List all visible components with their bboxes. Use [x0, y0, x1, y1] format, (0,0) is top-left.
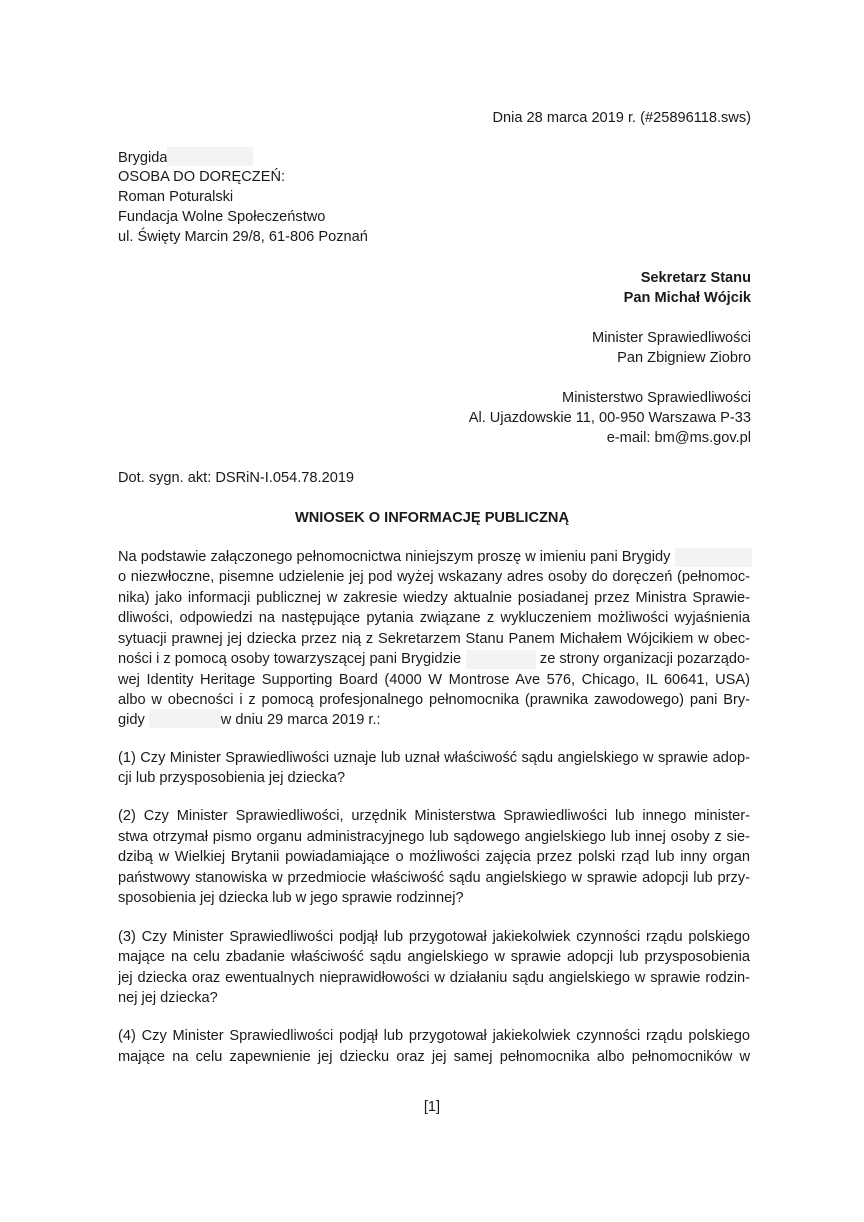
recipient-secretary-name: Pan Michał Wójcik	[623, 290, 751, 306]
question-line: (2) Czy Minister Sprawiedliwości, urzędnik Ministerstwa Sprawiedliwości lub innego minister-	[118, 808, 750, 824]
document-date: Dnia 28 marca 2019 r. (#25896118.sws)	[492, 110, 751, 126]
intro-line: wej Identity Heritage Supporting Board (4000 W Montrose Ave 576, Chicago, IL 60641, USA)	[118, 672, 750, 688]
ministry-address: Al. Ujazdowskie 11, 00-950 Warszawa P-33	[468, 410, 751, 426]
recipient-minister-name: Pan Zbigniew Ziobro	[617, 350, 751, 366]
question-line: (3) Czy Minister Sprawiedliwości podjął lub przygotował jakiekolwiek czynności rządu polskiego	[118, 929, 750, 945]
recipient-minister-title: Minister Sprawiedliwości	[592, 330, 751, 346]
intro-line: gidy w dniu 29 marca 2019 r.:	[118, 709, 381, 730]
redacted-surname	[167, 147, 253, 166]
ministry-name: Ministerstwo Sprawiedliwości	[562, 390, 751, 406]
question-line: (4) Czy Minister Sprawiedliwości podjął lub przygotował jakiekolwiek czynności rządu polskiego	[118, 1028, 750, 1044]
sender-address: ul. Święty Marcin 29/8, 61-806 Poznań	[118, 229, 368, 245]
question-line: państwowy stanowiska w przedmiocie właściwość sądu angielskiego w sprawie adopcji lub przy-	[118, 870, 750, 886]
redacted-surname	[466, 650, 536, 669]
intro-line: sytuacji prawnej jej dziecka przez nią z Sekretarzem Stanu Panem Michałem Wójcikiem w obec-	[118, 631, 750, 647]
sender-delivery-label: OSOBA DO DORĘCZEŃ:	[118, 169, 286, 185]
page-number: [1]	[423, 1099, 441, 1115]
sender-name: Brygida	[118, 147, 253, 168]
question-line: sposobienia jej dziecka lub w jego sprawie rodzinnej?	[118, 890, 464, 906]
intro-line: nika) jako informacji publicznej w zakresie wiedzy aktualnie posiadanej przez Ministra Sprawie-	[118, 590, 750, 606]
ministry-email: e-mail: bm@ms.gov.pl	[606, 430, 751, 446]
recipient-secretary-title: Sekretarz Stanu	[640, 270, 751, 286]
redacted-surname	[149, 709, 221, 728]
case-reference: Dot. sygn. akt: DSRiN-I.054.78.2019	[118, 470, 355, 486]
question-line: cji lub przysposobienia jej dziecka?	[118, 770, 346, 786]
intro-line: dliwości, odpowiedzi na następujące pytania związane z wykluczeniem możliwości wyjaśnienia	[118, 610, 750, 626]
sender-delivery-person: Roman Poturalski	[118, 189, 234, 205]
intro-line: albo w obecności i z pomocą profesjonalnego pełnomocnika (prawnika zawodowego) pani Bry-	[118, 692, 750, 708]
intro-line: ności i z pomocą osoby towarzyszącej pani Brygidzie ze strony organizacji pozarządo-	[118, 651, 750, 667]
sender-organization: Fundacja Wolne Społeczeństwo	[118, 209, 326, 225]
question-line: mające na celu zapewnienie jej dziecku oraz jej samej pełnomocnika albo pełnomocników w	[118, 1049, 750, 1065]
question-line: mające na celu zbadanie właściwość sądu angielskiego w sprawie adopcji lub przysposobienia	[118, 949, 750, 965]
question-line: stwa otrzymał pismo organu administracyjnego lub sądowego angielskiego lub innej osoby z sie-	[118, 829, 750, 845]
question-line: nej jej dziecka?	[118, 990, 218, 1006]
redacted-surname	[675, 548, 752, 567]
question-line: (1) Czy Minister Sprawiedliwości uznaje lub uznał właściwość sądu angielskiego w sprawie adop-	[118, 750, 750, 766]
question-line: dzibą w Wielkiej Brytanii powiadamiające o możliwości zajęcia przez polski rząd lub inny organ	[118, 849, 750, 865]
intro-line: Na podstawie załączonego pełnomocnictwa niniejszym proszę w imieniu pani Brygidy	[118, 547, 750, 567]
document-title: WNIOSEK O INFORMACJĘ PUBLICZNĄ	[294, 510, 570, 526]
question-line: jej dziecka oraz ewentualnych nieprawidłowości w działaniu sądu angielskiego w sprawie rodzin-	[118, 970, 750, 986]
intro-line: o niezwłoczne, pisemne udzielenie jej pod wyżej wskazany adres osoby do doręczeń (pełnomoc-	[118, 569, 750, 585]
